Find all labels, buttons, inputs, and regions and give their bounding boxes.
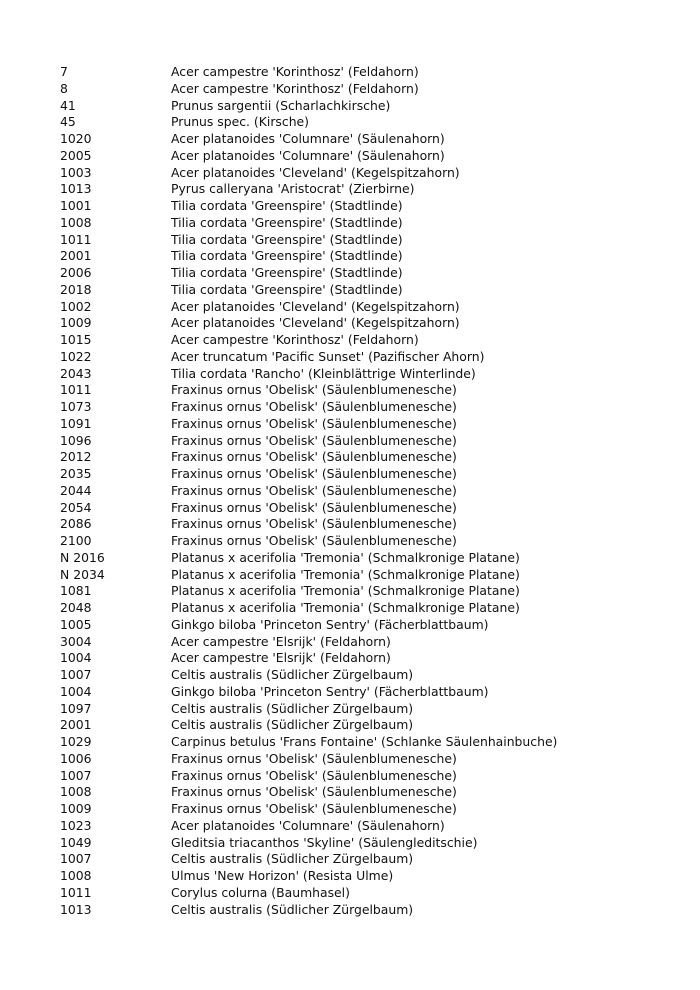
tree-species: Platanus x acerifolia 'Tremonia' (Schmalkronige Platane) <box>171 549 520 565</box>
tree-number: 1009 <box>60 801 92 816</box>
tree-number: 2100 <box>60 533 92 548</box>
tree-species: Acer platanoides 'Cleveland' (Kegelspitzahorn) <box>171 315 460 331</box>
tree-number: 1096 <box>60 432 92 448</box>
tree-number: 1007 <box>60 851 92 867</box>
tree-species: Fraxinus ornus 'Obelisk' (Säulenblumenesche) <box>171 466 457 481</box>
tree-number: 1081 <box>60 583 92 599</box>
tree-number: 1001 <box>60 198 92 213</box>
tree-number: 2006 <box>60 265 92 280</box>
tree-species: Fraxinus ornus 'Obelisk' (Säulenblumenesche) <box>171 482 457 498</box>
list-item <box>0 64 700 81</box>
tree-number: 1011 <box>60 884 92 900</box>
tree-species: Acer platanoides 'Columnare' (Säulenahorn) <box>171 131 445 146</box>
list-item <box>0 315 700 332</box>
tree-species: Celtis australis (Südlicher Zürgelbaum) <box>171 851 414 867</box>
tree-number: 2001 <box>60 248 92 264</box>
tree-number: 2043 <box>60 365 92 381</box>
tree-species: Fraxinus ornus 'Obelisk' (Säulenblumenesche) <box>171 449 457 465</box>
tree-number: 1029 <box>60 734 92 749</box>
list-item <box>0 751 700 768</box>
list-item <box>0 868 700 885</box>
tree-number: 1011 <box>60 382 92 398</box>
tree-species: Fraxinus ornus 'Obelisk' (Säulenblumenesche) <box>171 415 457 431</box>
tree-number: 1008 <box>60 784 92 800</box>
tree-species: Celtis australis (Südlicher Zürgelbaum) <box>171 901 414 917</box>
list-item <box>0 717 700 734</box>
list-item <box>0 81 700 98</box>
list-item <box>0 835 700 852</box>
tree-number: 2018 <box>60 281 92 297</box>
list-item <box>0 550 700 567</box>
tree-species: Fraxinus ornus 'Obelisk' (Säulenblumenesche) <box>171 801 457 816</box>
tree-number: 1011 <box>60 231 92 247</box>
tree-number: 1007 <box>60 667 92 682</box>
tree-species: Pyrus calleryana 'Aristocrat' (Zierbirne) <box>171 181 415 197</box>
tree-number: 1013 <box>60 901 92 917</box>
list-item <box>0 734 700 751</box>
tree-species: Tilia cordata 'Greenspire' (Stadtlinde) <box>171 231 403 247</box>
tree-species: Tilia cordata 'Rancho' (Kleinblättrige Winterlinde) <box>171 365 476 381</box>
list-item <box>0 667 700 684</box>
tree-species: Platanus x acerifolia 'Tremonia' (Schmalkronige Platane) <box>171 566 520 582</box>
tree-number: 1022 <box>60 348 92 364</box>
tree-species: Carpinus betulus 'Frans Fontaine' (Schlanke Säulenhainbuche) <box>171 734 558 749</box>
tree-number: 1097 <box>60 700 92 716</box>
tree-species: Ulmus 'New Horizon' (Resista Ulme) <box>171 868 394 883</box>
tree-number: 1073 <box>60 399 92 414</box>
list-item <box>0 600 700 617</box>
tree-number: 2044 <box>60 482 92 498</box>
tree-species: Acer campestre 'Elsrijk' (Feldahorn) <box>171 650 391 666</box>
list-item <box>0 567 700 584</box>
tree-number: 1004 <box>60 683 92 699</box>
tree-species: Fraxinus ornus 'Obelisk' (Säulenblumenesche) <box>171 382 457 398</box>
list-item <box>0 433 700 450</box>
tree-number: N 2034 <box>60 566 105 582</box>
tree-species: Celtis australis (Südlicher Zürgelbaum) <box>171 717 414 733</box>
list-item <box>0 885 700 902</box>
list-item <box>0 701 700 718</box>
tree-number: 2048 <box>60 600 92 615</box>
tree-number: 2012 <box>60 449 92 465</box>
tree-species: Acer campestre 'Korinthosz' (Feldahorn) <box>171 332 419 347</box>
tree-number: 1005 <box>60 616 92 632</box>
tree-species: Acer platanoides 'Cleveland' (Kegelspitzahorn) <box>171 164 460 180</box>
list-item <box>0 248 700 265</box>
list-item <box>0 399 700 416</box>
tree-species: Prunus sargentii (Scharlachkirsche) <box>171 97 391 113</box>
list-item <box>0 533 700 550</box>
tree-species: Acer campestre 'Korinthosz' (Feldahorn) <box>171 80 419 96</box>
tree-species: Fraxinus ornus 'Obelisk' (Säulenblumenesche) <box>171 533 457 548</box>
tree-species: Acer platanoides 'Columnare' (Säulenahorn) <box>171 817 445 833</box>
list-item <box>0 265 700 282</box>
list-item <box>0 181 700 198</box>
tree-species: Fraxinus ornus 'Obelisk' (Säulenblumenesche) <box>171 499 457 515</box>
tree-number: 2005 <box>60 147 92 163</box>
tree-species: Corylus colurna (Baumhasel) <box>171 884 350 900</box>
tree-number: 2035 <box>60 466 92 481</box>
tree-number: 7 <box>60 64 68 79</box>
list-item <box>0 98 700 115</box>
tree-number: 1004 <box>60 650 92 666</box>
list-item <box>0 902 700 919</box>
list-item <box>0 500 700 517</box>
tree-number: 1008 <box>60 214 92 230</box>
list-item <box>0 416 700 433</box>
list-item <box>0 148 700 165</box>
tree-number: 1023 <box>60 817 92 833</box>
list-item <box>0 851 700 868</box>
tree-number: 45 <box>60 114 76 130</box>
tree-number: 2054 <box>60 499 92 515</box>
tree-species: Tilia cordata 'Greenspire' (Stadtlinde) <box>171 198 403 213</box>
list-item <box>0 768 700 785</box>
tree-species: Ginkgo biloba 'Princeton Sentry' (Fächerblattbaum) <box>171 616 489 632</box>
tree-number: 1015 <box>60 332 92 347</box>
tree-number: 3004 <box>60 633 92 649</box>
list-item <box>0 516 700 533</box>
tree-number: 2001 <box>60 717 92 733</box>
list-item <box>0 366 700 383</box>
list-item <box>0 349 700 366</box>
tree-species: Fraxinus ornus 'Obelisk' (Säulenblumenesche) <box>171 432 457 448</box>
tree-number: 1003 <box>60 164 92 180</box>
tree-number: 1007 <box>60 767 92 783</box>
tree-number: 1020 <box>60 131 92 146</box>
tree-species: Acer platanoides 'Columnare' (Säulenahorn) <box>171 147 445 163</box>
list-item <box>0 282 700 299</box>
tree-number: N 2016 <box>60 549 105 565</box>
list-item <box>0 684 700 701</box>
tree-number: 1013 <box>60 181 92 197</box>
list-item <box>0 583 700 600</box>
tree-species: Fraxinus ornus 'Obelisk' (Säulenblumenesche) <box>171 767 457 783</box>
tree-species: Fraxinus ornus 'Obelisk' (Säulenblumenesche) <box>171 750 457 766</box>
tree-species: Acer truncatum 'Pacific Sunset' (Pazifischer Ahorn) <box>171 348 485 364</box>
list-item <box>0 801 700 818</box>
tree-species: Ginkgo biloba 'Princeton Sentry' (Fächerblattbaum) <box>171 683 489 699</box>
list-item <box>0 483 700 500</box>
list-item <box>0 114 700 131</box>
tree-species: Fraxinus ornus 'Obelisk' (Säulenblumenesche) <box>171 784 457 800</box>
list-item <box>0 299 700 316</box>
list-item <box>0 232 700 249</box>
list-item <box>0 165 700 182</box>
tree-list <box>0 64 700 918</box>
tree-species: Prunus spec. (Kirsche) <box>171 114 310 130</box>
list-item <box>0 332 700 349</box>
list-item <box>0 466 700 483</box>
tree-number: 8 <box>60 80 68 96</box>
list-item <box>0 617 700 634</box>
tree-species: Tilia cordata 'Greenspire' (Stadtlinde) <box>171 248 403 264</box>
tree-species: Celtis australis (Südlicher Zürgelbaum) <box>171 700 414 716</box>
tree-species: Acer campestre 'Elsrijk' (Feldahorn) <box>171 633 391 649</box>
tree-species: Fraxinus ornus 'Obelisk' (Säulenblumenesche) <box>171 516 457 532</box>
tree-number: 1049 <box>60 834 92 850</box>
list-item <box>0 818 700 835</box>
tree-species: Tilia cordata 'Greenspire' (Stadtlinde) <box>171 214 403 230</box>
tree-number: 1091 <box>60 415 92 431</box>
tree-number: 1002 <box>60 298 92 314</box>
tree-number: 1009 <box>60 315 92 331</box>
tree-species: Platanus x acerifolia 'Tremonia' (Schmalkronige Platane) <box>171 600 520 615</box>
tree-species: Acer platanoides 'Cleveland' (Kegelspitzahorn) <box>171 298 460 314</box>
tree-species: Gleditsia triacanthos 'Skyline' (Säulengleditschie) <box>171 834 478 850</box>
tree-species: Celtis australis (Südlicher Zürgelbaum) <box>171 667 414 682</box>
tree-number: 1006 <box>60 750 92 766</box>
tree-species: Tilia cordata 'Greenspire' (Stadtlinde) <box>171 265 403 280</box>
list-item <box>0 650 700 667</box>
tree-number: 2086 <box>60 516 92 532</box>
tree-species: Platanus x acerifolia 'Tremonia' (Schmalkronige Platane) <box>171 583 520 599</box>
list-item <box>0 215 700 232</box>
list-item <box>0 449 700 466</box>
list-item <box>0 634 700 651</box>
list-item <box>0 382 700 399</box>
list-item <box>0 784 700 801</box>
tree-species: Tilia cordata 'Greenspire' (Stadtlinde) <box>171 281 403 297</box>
tree-number: 41 <box>60 97 76 113</box>
tree-species: Acer campestre 'Korinthosz' (Feldahorn) <box>171 64 419 79</box>
tree-number: 1008 <box>60 868 92 883</box>
list-item <box>0 198 700 215</box>
list-item <box>0 131 700 148</box>
tree-species: Fraxinus ornus 'Obelisk' (Säulenblumenesche) <box>171 399 457 414</box>
